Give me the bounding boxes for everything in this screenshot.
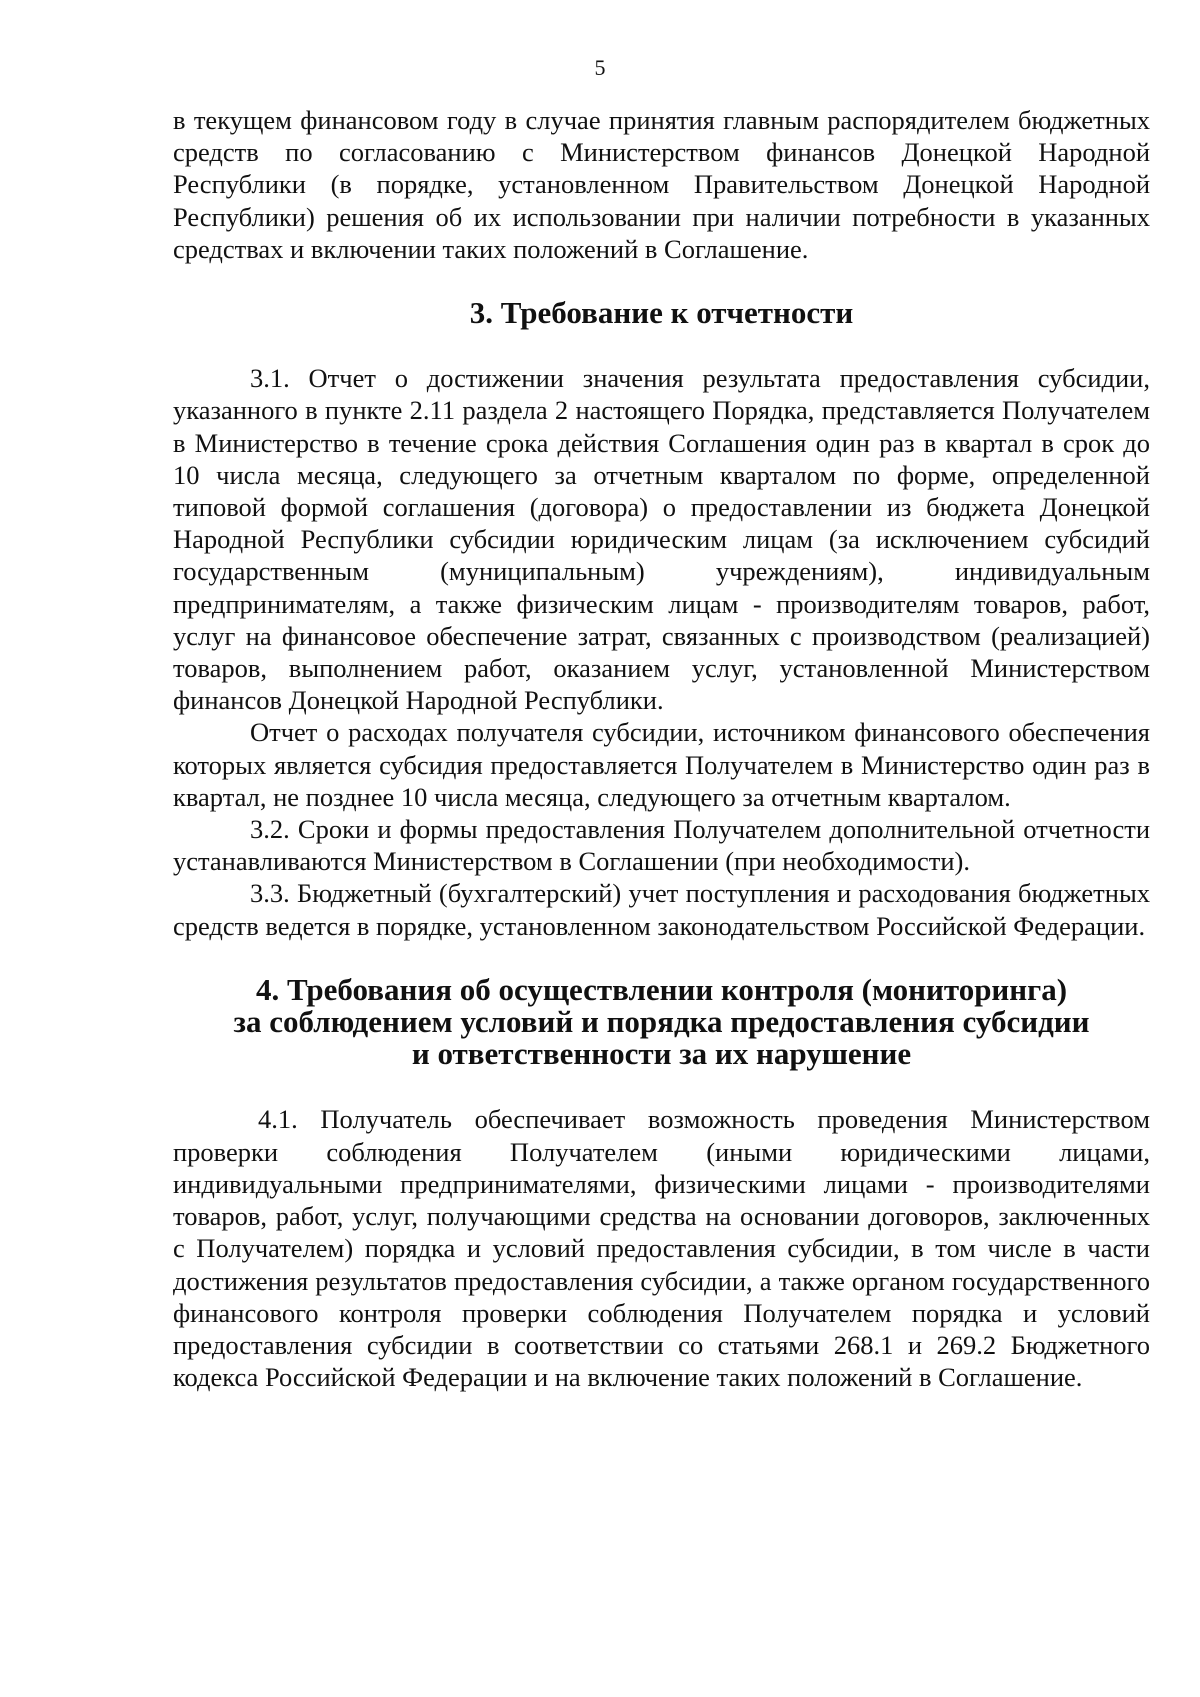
section-3-title: 3. Требование к отчетности bbox=[469, 295, 854, 331]
section-4-title-line-1: 4. Требования об осуществлении контроля (мониторинга) bbox=[255, 971, 1068, 1007]
intro-paragraph: в текущем финансовом году в случае принятия главным распорядителем бюджетных средств по согласованию с Министерством финансов Донецкой Народной Республики (в порядке, установленном Правительством Донецкой Народной Республики) решения об их использовании при наличии потребности в указанных средствах и включении таких положений в Соглашение. bbox=[173, 105, 1150, 264]
section-4-title-line-2: за соблюдением условий и порядка предоставления субсидии bbox=[233, 1004, 1090, 1040]
document-body bbox=[173, 104, 1150, 1393]
paragraph-3-1-b: Отчет о расходах получателя субсидии, источником финансового обеспечения которых является субсидия предоставляется Получателем в Министерство один раз в квартал, не позднее 10 числа месяца, следующего за отчетным кварталом. bbox=[173, 717, 1150, 812]
paragraph-3-2: 3.2. Сроки и формы предоставления Получателем дополнительной отчетности устанавливаются Министерством в Соглашении (при необходимости). bbox=[173, 814, 1150, 877]
paragraph-3-3: 3.3. Бюджетный (бухгалтерский) учет поступления и расходования бюджетных средств ведется в порядке, установленном законодательством Российской Федерации. bbox=[173, 878, 1150, 941]
page-number: 5 bbox=[594, 55, 606, 80]
section-4-title bbox=[173, 971, 1150, 1072]
section-4-title-line-3: и ответственности за их нарушение bbox=[411, 1036, 912, 1072]
paragraph-4-1: 4.1. Получатель обеспечивает возможность проведения Министерством проверки соблюдения Получателем (иными юридическими лицами, индивидуальными предпринимателями, физическими лицами - производителями товаров, работ, услуг, получающими средства на основании договоров, заключенных с Получателем) порядка и условий предоставления субсидии, в том числе в части достижения результатов предоставления субсидии, а также органом государственного финансового контроля проверки соблюдения Получателем порядка и условий предоставления субсидии в соответствии со статьями 268.1 и 269.2 Бюджетного кодекса Российской Федерации и на включение таких положений в Соглашение. bbox=[173, 1104, 1150, 1393]
paragraph-3-1: 3.1. Отчет о достижении значения результата предоставления субсидии, указанного в пункте 2.11 раздела 2 настоящего Порядка, представляется Получателем в Министерство в течение срока действия Соглашения один раз в квартал в срок до 10 числа месяца, следующего за отчетным кварталом по форме, определенной типовой формой соглашения (договора) о предоставлении из бюджета Донецкой Народной Республики субсидии юридическим лицам (за исключением субсидий государственным (муниципальным) учреждениям), индивидуальным предпринимателям, а также физическим лицам - производителям товаров, работ, услуг на финансовое обеспечение затрат, связанных с производством (реализацией) товаров, выполнением работ, оказанием услуг, установленной Министерством финансов Донецкой Народной Республики. bbox=[173, 363, 1150, 716]
